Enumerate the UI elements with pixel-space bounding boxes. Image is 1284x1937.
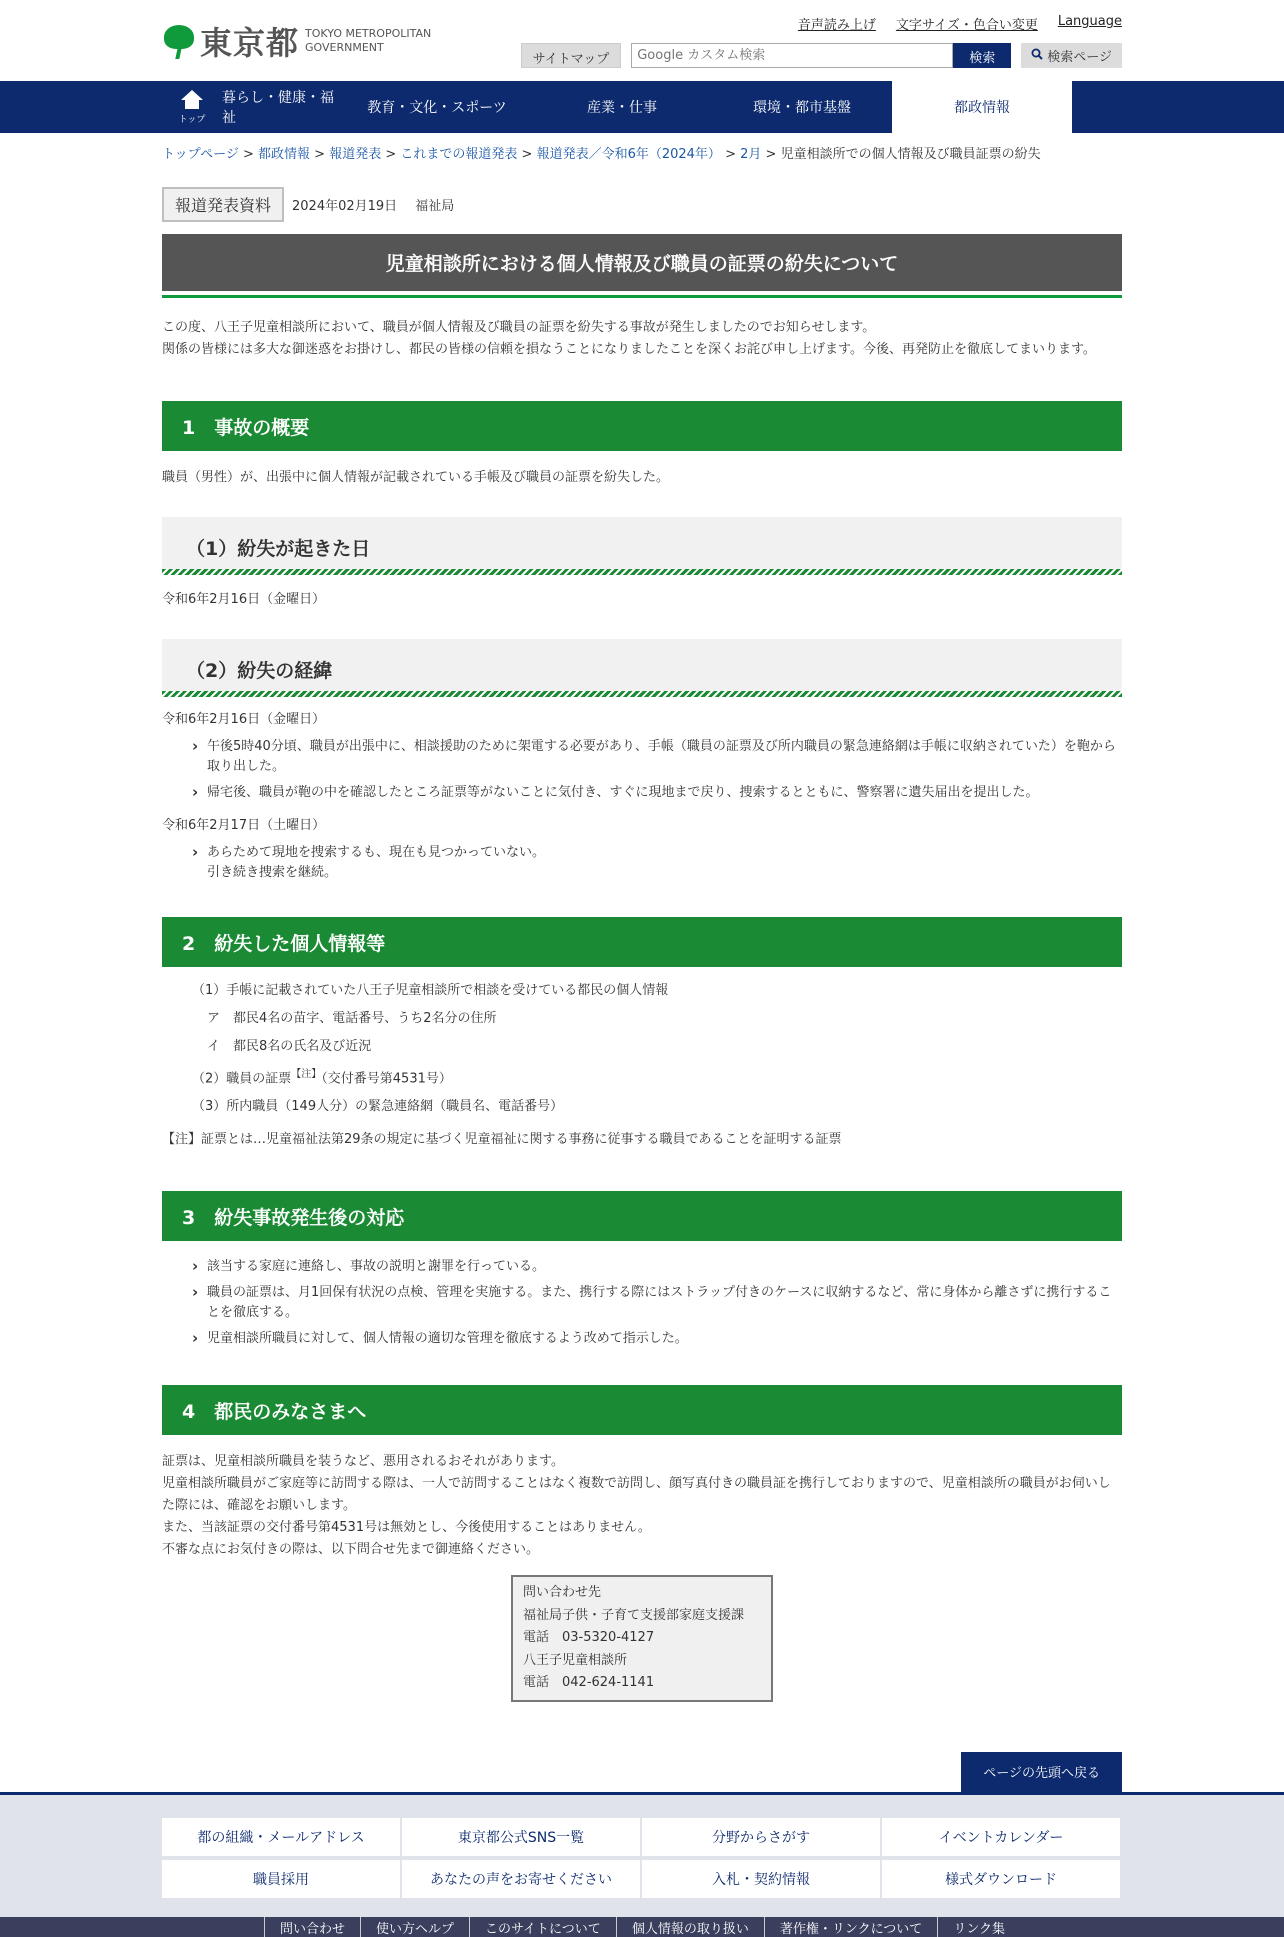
list-item: › 午後5時40分頃、職員が出張中に、相談援助のために架電する必要があり、手帳（職員の証票及び所内職員の緊急連絡網は手帳に収納されていた）を鞄から取り出した。 [192, 737, 1122, 777]
section-4-heading: 4 都民のみなさまへ [162, 1385, 1122, 1435]
press-label: 報道発表資料 [162, 187, 284, 222]
search-input[interactable] [631, 43, 953, 68]
nav-environment-infrastructure[interactable]: 環境・都市基盤 [753, 100, 851, 116]
breadcrumb-current: 児童相談所での個人情報及び職員証票の紛失 [780, 147, 1041, 162]
main-content [162, 187, 1122, 1702]
nav-home[interactable] [162, 81, 222, 133]
ginkgo-logo-icon [162, 23, 196, 59]
global-nav [0, 81, 1284, 133]
breadcrumb-top[interactable]: トップページ [162, 147, 239, 162]
press-date: 2024年02月19日 [292, 199, 398, 214]
breadcrumb-past-press[interactable]: これまでの報道発表 [400, 147, 518, 162]
text-size-color-link[interactable]: 文字サイズ・色合い変更 [895, 18, 1038, 33]
list-item: › 該当する家庭に連絡し、事故の説明と謝罪を行っている。 [192, 1257, 1122, 1277]
list-item: › 帰宅後、職員が鞄の中を確認したところ証票等がないことに気付き、すぐに現地まで戻り、捜索するとともに、警察署に遺失届出を提出した。 [192, 783, 1122, 803]
breadcrumb-government-info[interactable]: 都政情報 [258, 147, 311, 162]
note-text: 【注】証票とは…児童福祉法第29条の規定に基づく児童福祉に関する事務に従事する職員であることを証明する証票 [162, 1132, 842, 1148]
footer-bar-about[interactable]: このサイトについて [469, 1917, 616, 1937]
lost-item-1: （1）手帳に記載されていた八王子児童相談所で相談を受けている都民の個人情報 [192, 983, 669, 998]
magnifier-icon [1031, 48, 1043, 64]
footer-recruitment[interactable]: 職員採用 [162, 1860, 400, 1898]
lead-text: この度、八王子児童相談所において、職員が個人情報及び職員の証票を紛失する事故が発生しましたのでお知らせします。 関係の皆様には多大な御迷惑をお掛けし、都民の皆様の信頼を損なうことになりましたことを深くお詫び申し上げます。今後、再発防止を徹底してまいります。 [162, 320, 1096, 357]
footer-bar-contact[interactable]: 問い合わせ [264, 1917, 360, 1937]
footer-forms-download[interactable]: 様式ダウンロード [882, 1860, 1120, 1898]
press-info [162, 187, 1122, 222]
footer-by-field[interactable]: 分野からさがす [642, 1818, 880, 1856]
press-bureau: 福祉局 [415, 199, 455, 214]
timeline-date-2: 令和6年2月17日（土曜日） [162, 818, 326, 833]
footer-org-email[interactable]: 都の組織・メールアドレス [162, 1818, 400, 1856]
contact-box [511, 1575, 773, 1702]
loss-date: 令和6年2月16日（金曜日） [162, 592, 326, 607]
logo-en: TOKYO METROPOLITAN GOVERNMENT [305, 27, 432, 54]
breadcrumb-press-2024[interactable]: 報道発表／令和6年（2024年） [536, 147, 721, 162]
timeline-list-1 [192, 737, 1122, 803]
section-1-heading: 1 事故の概要 [162, 401, 1122, 451]
back-to-top-button[interactable]: ページの先頭へ戻る [961, 1752, 1122, 1792]
section-2-heading: 2 紛失した個人情報等 [162, 917, 1122, 967]
footer-event-calendar[interactable]: イベントカレンダー [882, 1818, 1120, 1856]
footer-sns[interactable]: 東京都公式SNS一覧 [402, 1818, 640, 1856]
site-footer [0, 1792, 1284, 1937]
logo-ja: 東京都 [200, 24, 300, 62]
breadcrumb: トップページ > 都政情報 > 報道発表 > これまでの報道発表 > 報道発表／令和6年（2024年） > 2月 > 児童相談所での個人情報及び職員証票の紛失 [162, 147, 1041, 162]
lost-item-3: （3）所内職員（149人分）の緊急連絡網（職員名、電話番号） [192, 1099, 564, 1115]
nav-government-info[interactable]: 都政情報 [892, 81, 1072, 133]
language-link[interactable]: Language [1057, 14, 1122, 29]
footer-bar [0, 1917, 1284, 1937]
breadcrumb-february[interactable]: 2月 [740, 147, 762, 162]
breadcrumb-press[interactable]: 報道発表 [329, 147, 382, 162]
contact-title: 問い合わせ先 [523, 1585, 602, 1601]
footer-bidding[interactable]: 入札・契約情報 [642, 1860, 880, 1898]
note-marker: 【注】 [291, 1069, 322, 1080]
list-item: › 職員の証票は、月1回保有状況の点検、管理を実施する。また、携行する際にはストラップ付きのケースに収納するなど、常に身体から離さずに携行することを徹底する。 [192, 1283, 1122, 1323]
search-page-button[interactable] [1021, 43, 1122, 68]
footer-bar-links[interactable]: リンク集 [937, 1917, 1020, 1937]
lost-item-2: （2）職員の証票$^{【注】}$（交付番号第4531号） [192, 1069, 452, 1087]
page-title: 児童相談所における個人情報及び職員の証票の紛失について [162, 234, 1122, 295]
footer-links [162, 1818, 1122, 1898]
timeline-date-1: 令和6年2月16日（金曜日） [162, 712, 326, 727]
section-1-text: 職員（男性）が、出張中に個人情報が記載されている手帳及び職員の証票を紛失した。 [162, 470, 670, 485]
list-item: › 児童相談所職員に対して、個人情報の適切な管理を徹底するよう改めて指示した。 [192, 1329, 1122, 1349]
footer-bar-privacy[interactable]: 個人情報の取り扱い [616, 1917, 764, 1937]
section-1-1-heading: （1）紛失が起きた日 [162, 517, 1122, 569]
utility-links [798, 14, 1122, 33]
nav-industry-work[interactable]: 産業・仕事 [587, 100, 657, 116]
nav-education-culture-sports[interactable]: 教育・文化・スポーツ [367, 100, 507, 116]
search-page-label: 検索ページ [1047, 50, 1112, 65]
timeline-list-2 [192, 843, 1122, 883]
lost-item-1a: ア 都民4名の苗字、電話番号、うち2名分の住所 [207, 1011, 497, 1026]
list-item: › あらためて現地を捜索するも、現在も見つかっていない。 引き続き捜索を継続。 [192, 843, 1122, 883]
lost-items-list [192, 977, 1122, 1121]
footer-bar-copyright[interactable]: 著作権・リンクについて [764, 1917, 937, 1937]
section-3-heading: 3 紛失事故発生後の対応 [162, 1191, 1122, 1241]
section-1-2-heading: （2）紛失の経緯 [162, 639, 1122, 691]
search-row [521, 43, 1122, 68]
footer-feedback[interactable]: あなたの声をお寄せください [402, 1860, 640, 1898]
nav-living-health-welfare[interactable]: 暮らし・健康・福祉 [222, 90, 334, 126]
contact-tel-2: 電話 042-624-1141 [523, 1675, 655, 1691]
sitemap-button[interactable]: サイトマップ [521, 43, 622, 68]
voice-reader-link[interactable]: 音声読み上げ [797, 18, 876, 33]
section-4-text: 証票は、児童相談所職員を装うなど、悪用されるおそれがあります。 児童相談所職員がご家庭等に訪問する際は、一人で訪問することはなく複数で訪問し、顔写真付きの職員証を携行しておりますので、児童相談所の職員がお伺いした際には、確認をお願いします。 また、当該証票の交付番号第4531号は無効とし、今後使用することはありません。 不審な点にお気付きの際は、以下問合せ先まで御連絡ください。 [162, 1454, 1111, 1558]
site-header [0, 0, 1284, 81]
home-icon [181, 90, 203, 110]
contact-tel-1: 電話 03-5320-4127 [523, 1630, 655, 1646]
footer-bar-help[interactable]: 使い方ヘルプ [360, 1917, 469, 1937]
nav-home-label: トップ [178, 114, 206, 125]
contact-dept: 福祉局子供・子育て支援部家庭支援課 [523, 1607, 745, 1623]
site-logo[interactable] [162, 18, 431, 64]
lost-item-1b: イ 都民8名の氏名及び近況 [207, 1039, 372, 1054]
search-button[interactable]: 検索 [953, 43, 1011, 68]
contact-office: 八王子児童相談所 [523, 1652, 628, 1668]
response-list [192, 1257, 1122, 1349]
